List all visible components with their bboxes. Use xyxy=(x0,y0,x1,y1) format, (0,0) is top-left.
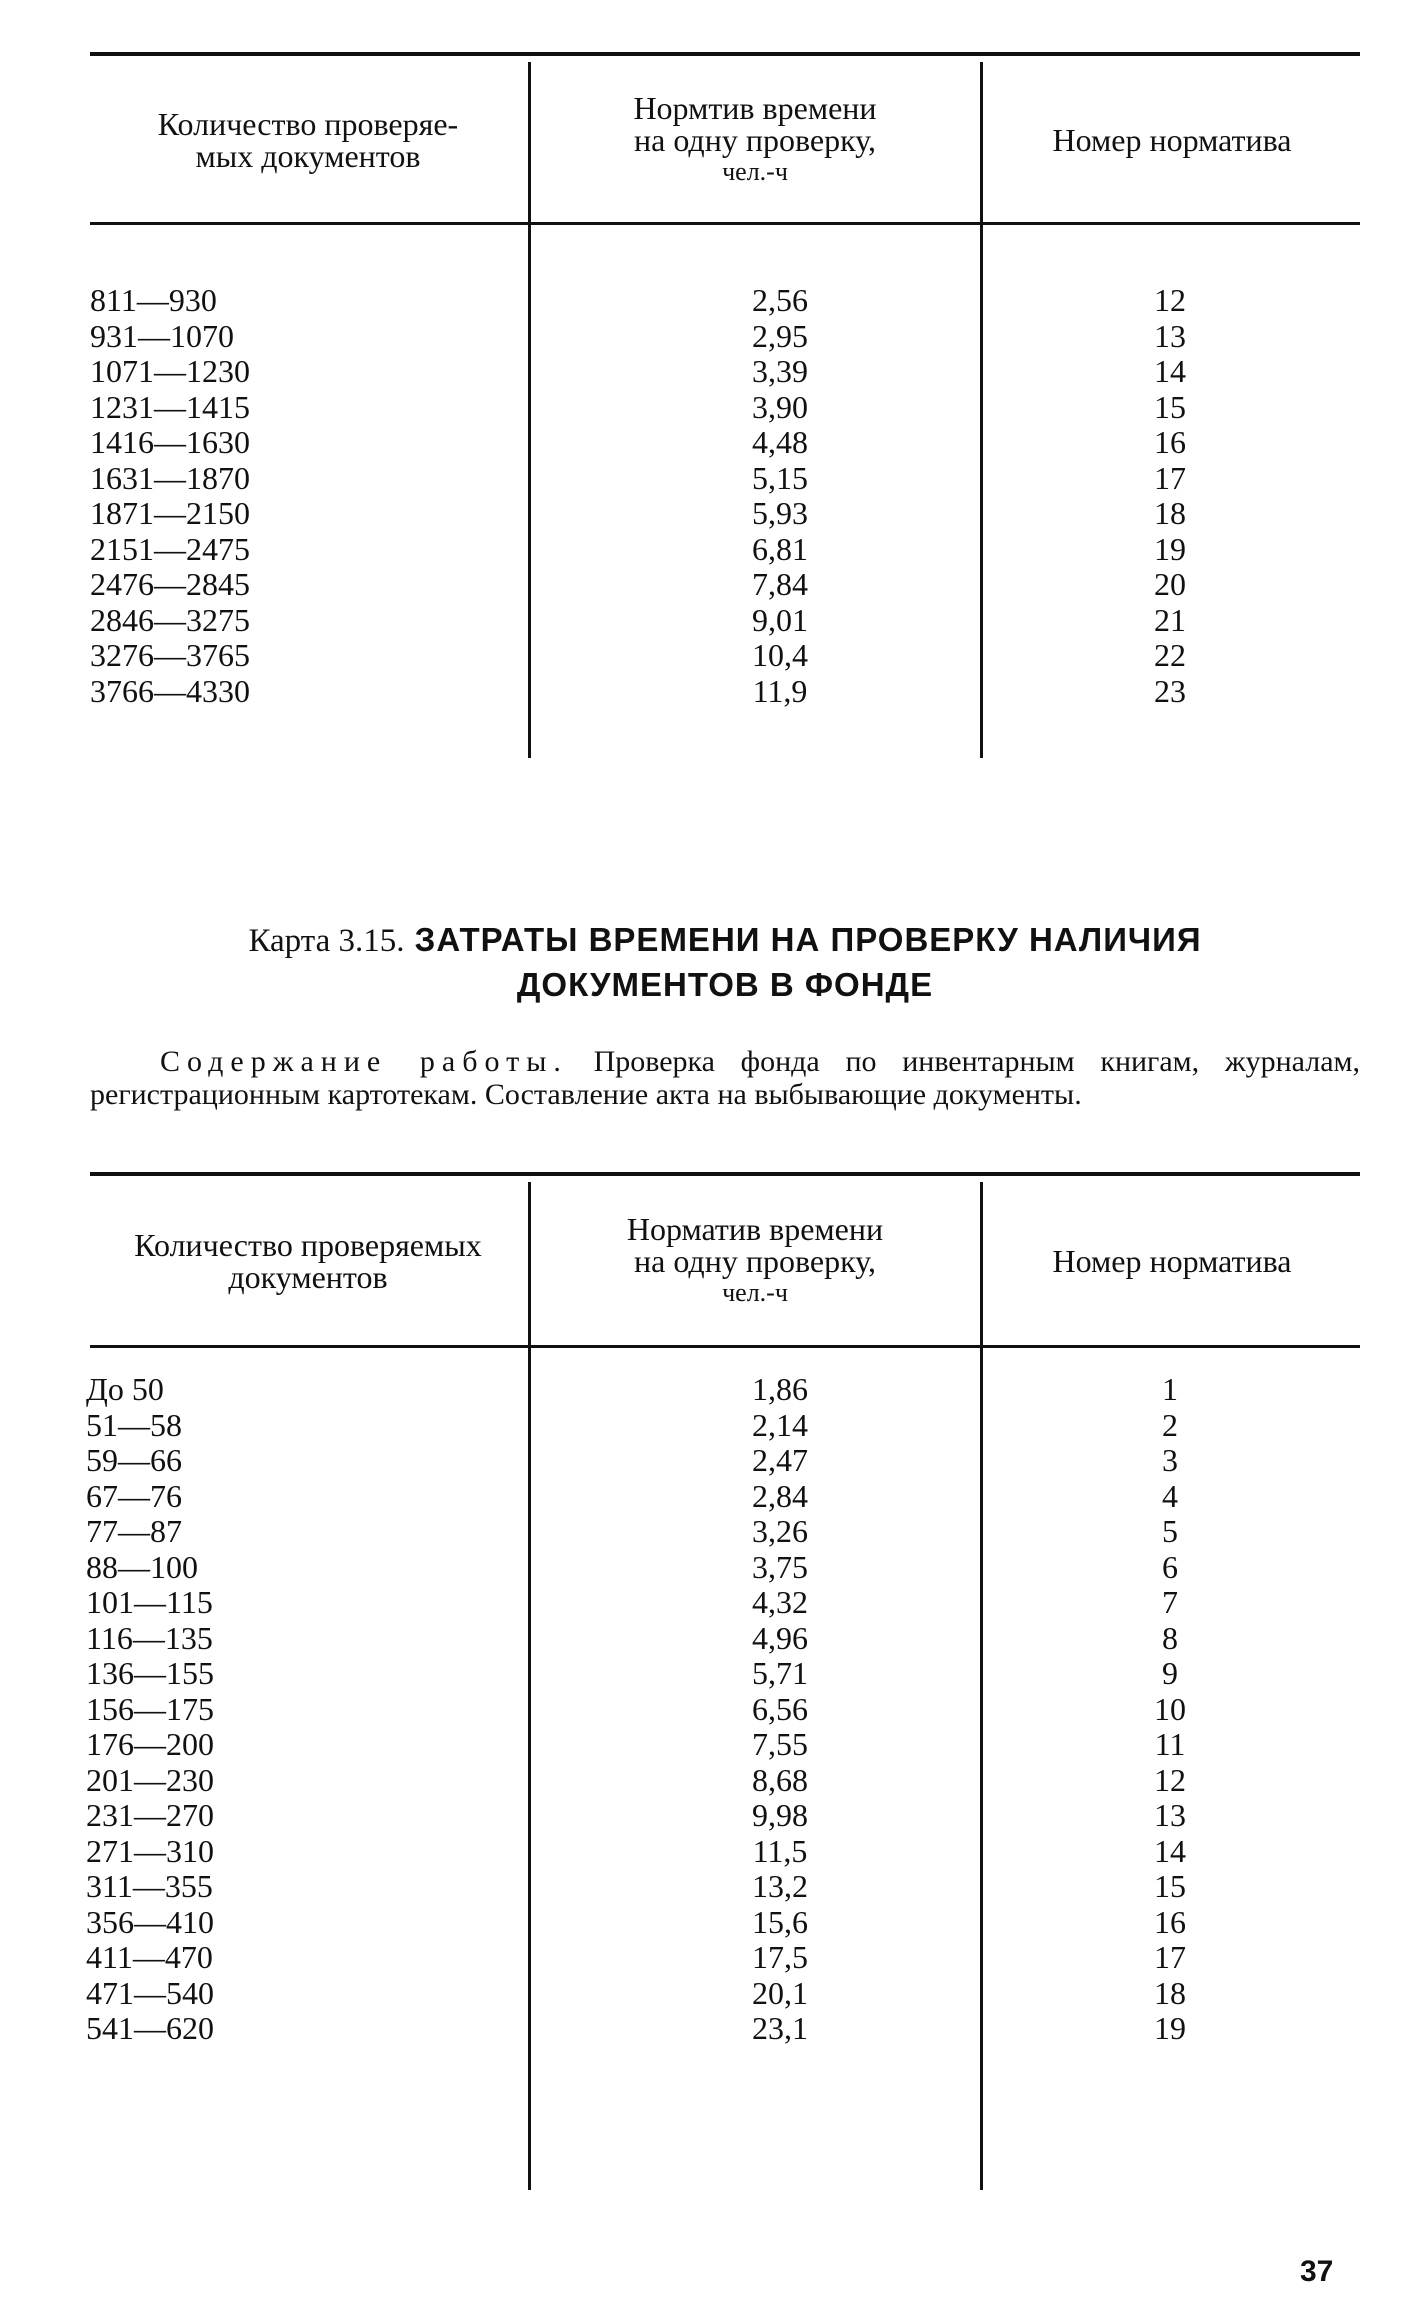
table2-cell-norm: 3,75 xyxy=(752,1548,808,1585)
table2-header-norm-line1: Норматив времени xyxy=(626,1211,884,1247)
table2-cell-num: 1 xyxy=(1162,1371,1178,1407)
table2-cell-norm: 5,71 xyxy=(752,1655,808,1691)
table1-cell-qty: 1416—1630 xyxy=(90,424,250,460)
table2-header-num xyxy=(984,1180,1360,1342)
work-description xyxy=(90,1045,1360,1111)
table2-header-norm-line3: чел.-ч xyxy=(722,1278,788,1307)
table2-header-rule xyxy=(90,1345,1360,1348)
table2-cell-norm: 1,86 xyxy=(752,1371,808,1407)
card-title-line2: ДОКУМЕНТОВ В ФОНДЕ xyxy=(516,966,934,1003)
table1-cell-num: 15 xyxy=(1154,388,1186,425)
table2-cell-qty: 116—135 xyxy=(86,1619,213,1656)
table1-col-divider-2 xyxy=(980,62,983,758)
table2-qty-column xyxy=(86,1372,506,2047)
table2-col-divider-2 xyxy=(980,1182,983,2190)
table2-header-norm-line2: на одну проверку, xyxy=(634,1243,876,1279)
table2-cell-qty: 59—66 xyxy=(86,1442,182,1478)
table1-cell-num: 22 xyxy=(1154,637,1186,673)
table1-cell-num: 17 xyxy=(1154,459,1186,496)
table1-header-norm-line3: чел.-ч xyxy=(722,157,788,186)
table2-cell-qty: 356—410 xyxy=(86,1903,214,1940)
table2-cell-num: 3 xyxy=(1162,1442,1178,1478)
table2-top-rule xyxy=(90,1172,1360,1176)
table2-cell-num: 8 xyxy=(1162,1619,1178,1656)
table2-cell-norm: 9,98 xyxy=(752,1797,808,1833)
table1-cell-qty: 3766—4330 xyxy=(90,672,250,709)
table1-header-norm xyxy=(532,60,978,220)
table2-cell-num: 19 xyxy=(1154,2010,1186,2046)
table2-header-qty-line1: Количество проверяемых xyxy=(134,1227,482,1263)
table1-cell-norm: 4,48 xyxy=(752,424,808,460)
table1-header-num-line1: Номер норматива xyxy=(1052,122,1292,158)
table1-cell-norm: 3,39 xyxy=(752,353,808,389)
table2-header-qty-line2: документов xyxy=(228,1259,388,1295)
table1-cell-qty: 1071—1230 xyxy=(90,353,250,389)
table2-cell-norm: 2,47 xyxy=(752,1442,808,1478)
table1-cell-num: 21 xyxy=(1154,601,1186,638)
table1-cell-qty: 1631—1870 xyxy=(90,459,250,496)
table1-cell-norm: 9,01 xyxy=(752,601,808,638)
table2-cell-qty: 201—230 xyxy=(86,1761,214,1798)
table2-cell-norm: 4,96 xyxy=(752,1619,808,1656)
table2-cell-qty: 156—175 xyxy=(86,1690,214,1727)
table1-header-num xyxy=(984,60,1360,220)
table1-cell-qty: 1871—2150 xyxy=(90,495,250,531)
table2-cell-num: 13 xyxy=(1154,1797,1186,1833)
table1-cell-qty: 3276—3765 xyxy=(90,637,250,673)
table1-header-qty-line2: мых документов xyxy=(195,138,421,174)
table1-cell-num: 23 xyxy=(1154,672,1186,709)
table2-cell-norm: 15,6 xyxy=(752,1903,808,1940)
table2-cell-norm: 11,5 xyxy=(752,1832,808,1869)
table1-cell-qty: 811—930 xyxy=(90,282,217,318)
table1-header-norm-line2: на одну проверку, xyxy=(634,122,876,158)
table1-cell-qty: 2476—2845 xyxy=(90,566,250,602)
table2-cell-num: 14 xyxy=(1154,1832,1186,1869)
table2-cell-norm: 20,1 xyxy=(752,1974,808,2011)
table1-norm-column xyxy=(700,283,860,709)
table1-cell-num: 18 xyxy=(1154,495,1186,531)
table1-cell-norm: 11,9 xyxy=(752,672,808,709)
table1-cell-norm: 6,81 xyxy=(752,530,808,567)
table1-cell-num: 13 xyxy=(1154,317,1186,354)
table1-header-norm-line1: Нормтив времени xyxy=(633,90,877,126)
table2-cell-num: 15 xyxy=(1154,1868,1186,1904)
table2-cell-norm: 23,1 xyxy=(752,2010,808,2046)
table2-cell-qty: 88—100 xyxy=(86,1548,198,1585)
table2-cell-num: 10 xyxy=(1154,1690,1186,1727)
table1-cell-qty: 1231—1415 xyxy=(90,388,250,425)
table1-cell-num: 12 xyxy=(1154,282,1186,318)
table2-cell-qty: 231—270 xyxy=(86,1797,214,1833)
table1-cell-qty: 2846—3275 xyxy=(90,601,250,638)
card-title-line1: ЗАТРАТЫ ВРЕМЕНИ НА ПРОВЕРКУ НАЛИЧИЯ xyxy=(414,921,1202,958)
card-lead: Карта 3.15. xyxy=(248,923,405,959)
table2-cell-num: 4 xyxy=(1162,1477,1178,1514)
table2-cell-qty: 541—620 xyxy=(86,2010,214,2046)
table2-cell-qty: 51—58 xyxy=(86,1406,182,1443)
table2-cell-norm: 13,2 xyxy=(752,1868,808,1904)
table2-cell-num: 11 xyxy=(1154,1726,1186,1762)
table2-cell-num: 6 xyxy=(1162,1548,1178,1585)
table1-cell-norm: 5,93 xyxy=(752,495,808,531)
table1-cell-num: 19 xyxy=(1154,530,1186,567)
table2-cell-norm: 3,26 xyxy=(752,1513,808,1549)
table2-col-divider-1 xyxy=(528,1182,531,2190)
table2-cell-num: 18 xyxy=(1154,1974,1186,2011)
table2-cell-qty: 471—540 xyxy=(86,1974,214,2011)
table2-cell-qty: 67—76 xyxy=(86,1477,182,1514)
table1-cell-num: 20 xyxy=(1154,566,1186,602)
table1-qty-column xyxy=(90,283,510,709)
content-label: Содержание работы. xyxy=(160,1045,568,1078)
table1-header-qty xyxy=(90,60,526,220)
table2-cell-num: 12 xyxy=(1154,1761,1186,1798)
table1-cell-norm: 7,84 xyxy=(752,566,808,602)
table1-cell-norm: 3,90 xyxy=(752,388,808,425)
table2-cell-qty: 311—355 xyxy=(86,1868,213,1904)
table2-cell-qty: 411—470 xyxy=(86,1939,213,1975)
table1-cell-num: 16 xyxy=(1154,424,1186,460)
table1-cell-qty: 2151—2475 xyxy=(90,530,250,567)
table2-cell-norm: 8,68 xyxy=(752,1761,808,1798)
table1-cell-qty: 931—1070 xyxy=(90,317,234,354)
table2-header-norm xyxy=(532,1180,978,1342)
table2-cell-qty: 176—200 xyxy=(86,1726,214,1762)
table1-header-rule xyxy=(90,222,1360,225)
table2-num-column xyxy=(1130,1372,1210,2047)
table2-cell-norm: 7,55 xyxy=(752,1726,808,1762)
table1-col-divider-1 xyxy=(528,62,531,758)
table1-cell-norm: 2,95 xyxy=(752,317,808,354)
table1-header-qty-line1: Количество проверяе- xyxy=(157,106,459,142)
table2-norm-column xyxy=(700,1372,860,2047)
table1-cell-norm: 2,56 xyxy=(752,282,808,318)
table2-cell-num: 7 xyxy=(1162,1584,1178,1620)
table2-cell-num: 17 xyxy=(1154,1939,1186,1975)
table2-cell-num: 16 xyxy=(1154,1903,1186,1940)
table2-header-qty xyxy=(90,1180,526,1342)
card-title xyxy=(90,918,1360,1007)
table2-cell-num: 5 xyxy=(1162,1513,1178,1549)
table2-cell-qty: 271—310 xyxy=(86,1832,214,1869)
table2-cell-qty: 77—87 xyxy=(86,1513,182,1549)
table1-num-column xyxy=(1130,283,1210,709)
content-text: Проверка фонда по инвентарным книгам, журналам, регистрационным картотекам. Составление акта на выбывающие документы. xyxy=(90,1045,1360,1111)
table2-cell-qty: 136—155 xyxy=(86,1655,214,1691)
table1-cell-num: 14 xyxy=(1154,353,1186,389)
table2-cell-qty: До 50 xyxy=(86,1371,164,1407)
table2-cell-num: 2 xyxy=(1162,1406,1178,1443)
table2-cell-qty: 101—115 xyxy=(86,1584,213,1620)
table1-cell-norm: 10,4 xyxy=(752,637,808,673)
table1-top-rule xyxy=(90,52,1360,56)
table2-cell-norm: 17,5 xyxy=(752,1939,808,1975)
table2-cell-norm: 4,32 xyxy=(752,1584,808,1620)
table2-cell-norm: 6,56 xyxy=(752,1690,808,1727)
table1-cell-norm: 5,15 xyxy=(752,459,808,496)
table2-cell-num: 9 xyxy=(1162,1655,1178,1691)
table2-header-num-line1: Номер норматива xyxy=(1052,1243,1292,1279)
table2-cell-norm: 2,14 xyxy=(752,1406,808,1443)
table2-cell-norm: 2,84 xyxy=(752,1477,808,1514)
page-number: 37 xyxy=(1300,2255,1334,2288)
